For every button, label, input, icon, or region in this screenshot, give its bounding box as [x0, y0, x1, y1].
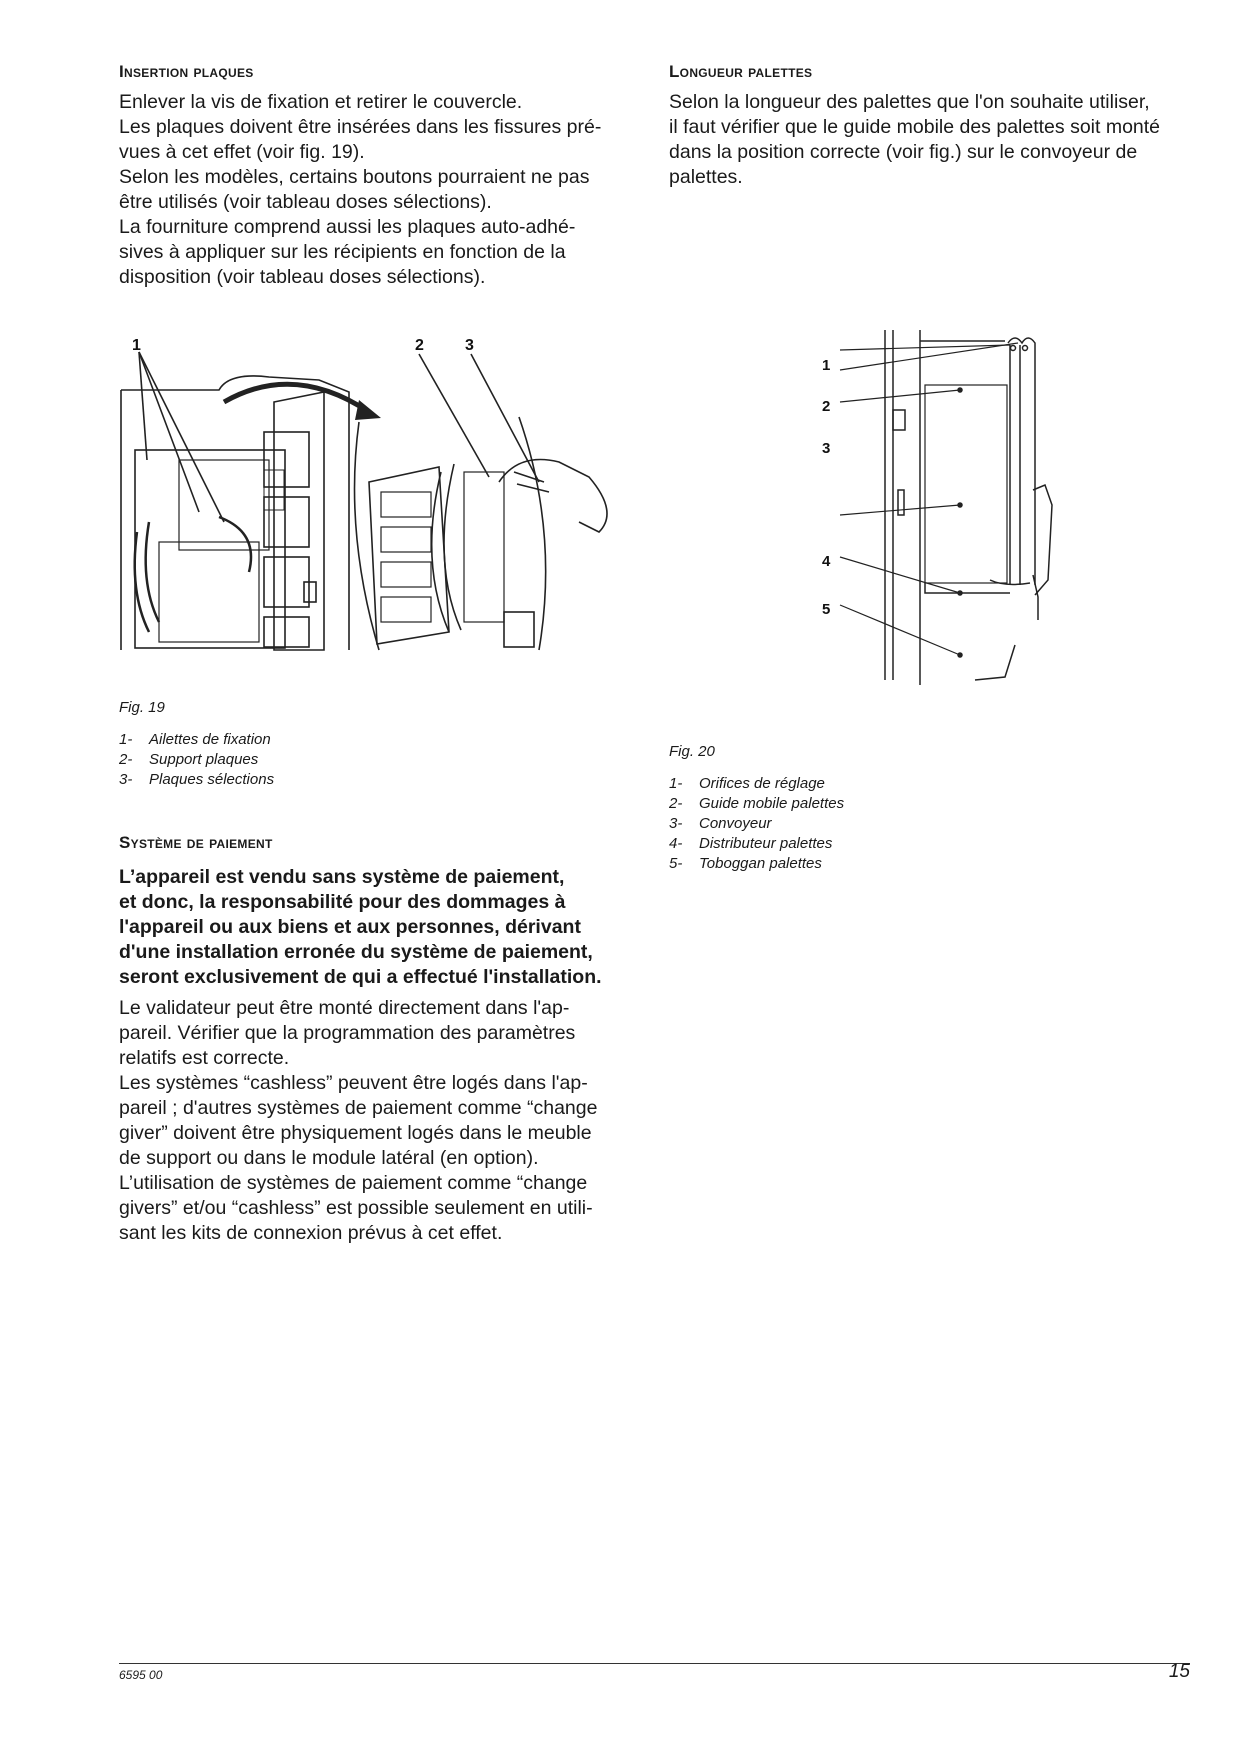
para-line: disposition (voir tableau doses sélections). [119, 266, 486, 288]
para-line: pareil. Vérifier que la programmation des paramètres [119, 1022, 576, 1044]
para-line: relatifs est correcte. [119, 1047, 290, 1069]
fig19-callout-3: 3 [465, 337, 474, 354]
legend-item: 2- Guide mobile palettes [669, 795, 845, 812]
warning-line: l'appareil ou aux biens et aux personnes, dérivant [119, 916, 581, 938]
fig20-callout-1: 1 [822, 357, 831, 374]
fig19-caption: Fig. 19 [119, 699, 165, 716]
heading-insertion-plaques: Insertion plaques [119, 62, 254, 81]
fig20-caption-block [669, 743, 1069, 874]
para-line: sives à appliquer sur les récipients en fonction de la [119, 241, 566, 263]
para-line: sant les kits de connexion prévus à cet effet. [119, 1222, 503, 1244]
para-line: dans la position correcte (voir fig.) sur le convoyeur de [669, 141, 1138, 163]
heading-longueur-palettes: Longueur palettes [669, 62, 813, 81]
para-line: Selon les modèles, certains boutons pourraient ne pas [119, 166, 590, 188]
fig20-legend [669, 774, 1069, 874]
fig20-callout-2: 2 [822, 398, 831, 415]
fig19-callout-1: 1 [132, 337, 141, 354]
para-line: giver” doivent être physiquement logés dans le meuble [119, 1122, 592, 1144]
para-line: givers” et/ou “cashless” est possible seulement en utili- [119, 1197, 593, 1219]
page-number: 15 [1168, 1661, 1190, 1682]
legend-item: 1- Orifices de réglage [669, 775, 825, 792]
legend-item: 1- Ailettes de fixation [119, 731, 271, 748]
footer-divider [119, 1663, 1190, 1664]
para-line: Les plaques doivent être insérées dans les fissures pré- [119, 116, 602, 138]
warning-line: seront exclusivement de qui a effectué l'installation. [119, 966, 602, 988]
para-line: palettes. [669, 166, 743, 188]
para-line: de support ou dans le module latéral (en option). [119, 1147, 539, 1169]
document-code: 6595 00 [119, 1668, 163, 1682]
legend-item: 2- Support plaques [119, 751, 259, 768]
para-line: être utilisés (voir tableau doses sélections). [119, 191, 492, 213]
para-line: il faut vérifier que le guide mobile des palettes soit monté [669, 116, 1161, 138]
fig20-callout-3: 3 [822, 440, 831, 457]
fig20-caption: Fig. 20 [669, 743, 715, 760]
para-line: vues à cet effet (voir fig. 19). [119, 141, 365, 163]
section-systeme-paiement [119, 833, 649, 1246]
section-insertion-plaques [119, 62, 639, 290]
para-line: pareil ; d'autres systèmes de paiement comme “change [119, 1097, 598, 1119]
para-line: Les systèmes “cashless” peuvent être logés dans l'ap- [119, 1072, 588, 1094]
fig19-legend [119, 730, 519, 790]
warning-line: et donc, la responsabilité pour des dommages à [119, 891, 566, 913]
para-line: Le validateur peut être monté directement dans l'ap- [119, 997, 570, 1019]
section-longueur-palettes [669, 62, 1194, 190]
warning-line: d'une installation erronée du système de paiement, [119, 941, 593, 963]
para-line: Enlever la vis de fixation et retirer le couvercle. [119, 91, 523, 113]
figure-19-illustration [119, 332, 639, 658]
heading-systeme-paiement: Système de paiement [119, 833, 273, 852]
fig19-callout-2: 2 [415, 337, 424, 354]
para-line: L’utilisation de systèmes de paiement comme “change [119, 1172, 588, 1194]
legend-item: 5- Toboggan palettes [669, 855, 822, 872]
figure-20-illustration [822, 325, 1060, 700]
fig20-callout-4: 4 [822, 553, 831, 570]
warning-line: L’appareil est vendu sans système de paiement, [119, 866, 565, 888]
legend-item: 4- Distributeur palettes [669, 835, 833, 852]
fig20-callout-5: 5 [822, 601, 831, 618]
legend-item: 3- Plaques sélections [119, 771, 275, 788]
fig19-caption-block [119, 699, 519, 790]
para-line: Selon la longueur des palettes que l'on souhaite utiliser, [669, 91, 1150, 113]
legend-item: 3- Convoyeur [669, 815, 772, 832]
para-line: La fourniture comprend aussi les plaques auto-adhé- [119, 216, 576, 238]
